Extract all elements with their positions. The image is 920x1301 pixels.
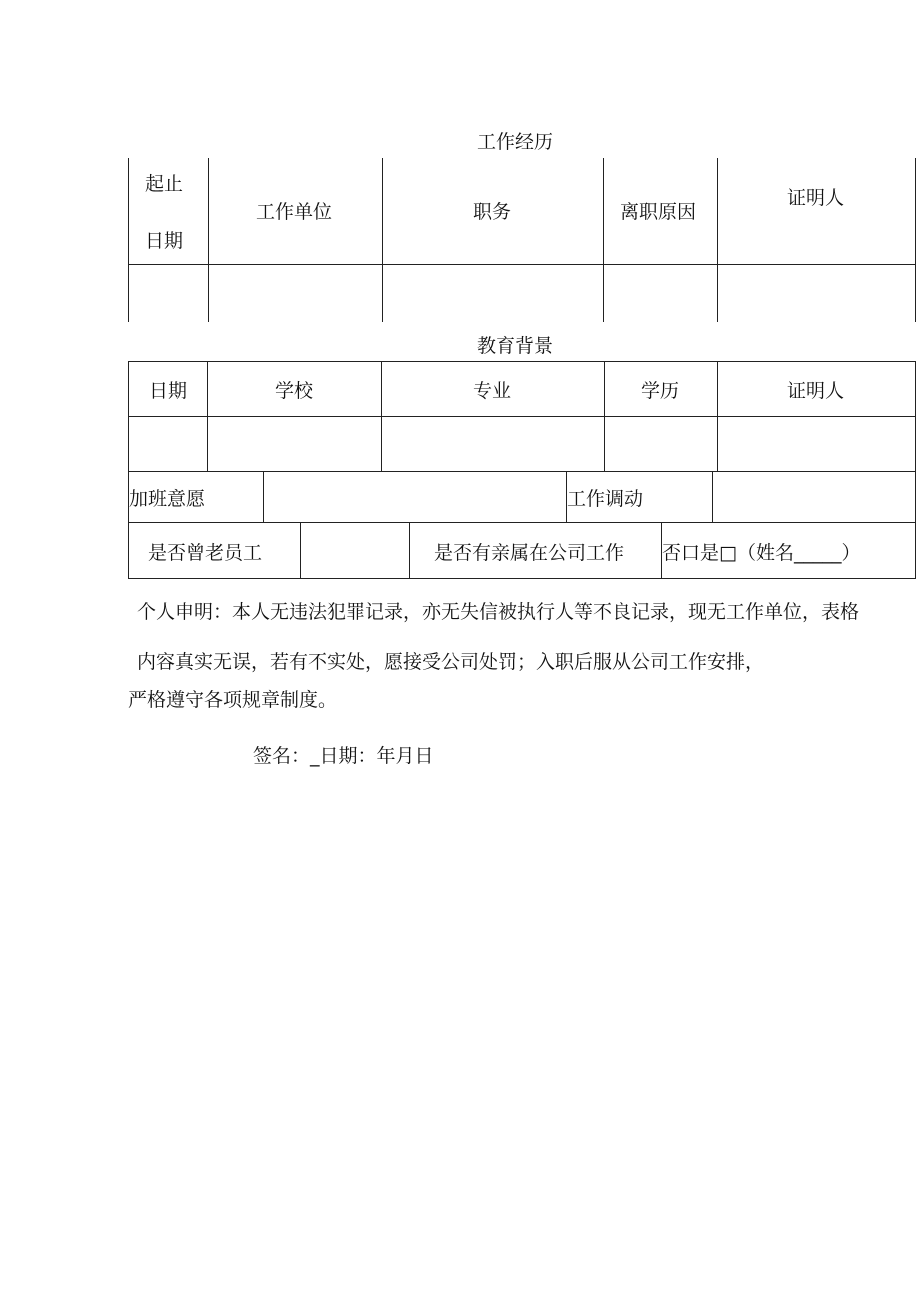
header-reference: 证明人 — [787, 380, 845, 402]
table-line — [409, 522, 410, 579]
relatives-label: 是否有亲属在公司工作 — [434, 542, 625, 564]
cell-leave-reason[interactable] — [604, 265, 717, 321]
transfer-input[interactable] — [713, 472, 915, 522]
table-line — [128, 522, 129, 579]
cell-employer[interactable] — [209, 265, 382, 321]
table-line — [915, 471, 916, 523]
overtime-label: 加班意愿 — [129, 488, 206, 510]
cell-school[interactable] — [208, 417, 381, 471]
cell-major[interactable] — [382, 417, 604, 471]
header-major: 专业 — [473, 380, 512, 402]
cell-date[interactable] — [129, 417, 207, 471]
relatives-options[interactable]: 否口是□（姓名_____） — [662, 542, 861, 564]
cell-reference[interactable] — [718, 417, 915, 471]
transfer-label: 工作调动 — [567, 488, 644, 510]
cell-degree[interactable] — [605, 417, 717, 471]
former-employee-label: 是否曾老员工 — [148, 542, 263, 564]
cell-period[interactable] — [129, 265, 208, 321]
header-position: 职务 — [473, 201, 512, 223]
table-line — [915, 361, 916, 472]
header-employer: 工作单位 — [256, 201, 333, 223]
header-degree: 学历 — [641, 380, 680, 402]
header-date: 日期 — [149, 380, 188, 402]
header-reference: 证明人 — [787, 187, 845, 209]
declaration-line1: 个人申明：本人无违法犯罪记录，亦无失信被执行人等不良记录，现无工作单位，表格 — [137, 601, 860, 623]
declaration-line3: 严格遵守各项规章制度。 — [128, 689, 338, 711]
declaration-line2: 内容真实无误，若有不实处，愿接受公司处罚；入职后服从公司工作安排， — [137, 651, 765, 673]
table-line — [915, 522, 916, 579]
table-line — [128, 361, 916, 362]
work-history-title: 工作经历 — [477, 131, 554, 153]
education-title: 教育背景 — [477, 335, 554, 357]
table-line — [128, 578, 916, 579]
table-line — [915, 158, 916, 322]
header-school: 学校 — [275, 380, 314, 402]
signature-line: 签名：_日期：年月日 — [253, 745, 434, 767]
table-line — [128, 522, 916, 523]
header-period-line2: 日期 — [145, 230, 184, 252]
header-leave-reason: 离职原因 — [620, 201, 697, 223]
header-period-line1: 起止 — [145, 173, 184, 195]
cell-position[interactable] — [383, 265, 603, 321]
overtime-input[interactable] — [264, 472, 566, 522]
cell-reference[interactable] — [718, 265, 915, 321]
former-employee-input[interactable] — [301, 523, 409, 578]
